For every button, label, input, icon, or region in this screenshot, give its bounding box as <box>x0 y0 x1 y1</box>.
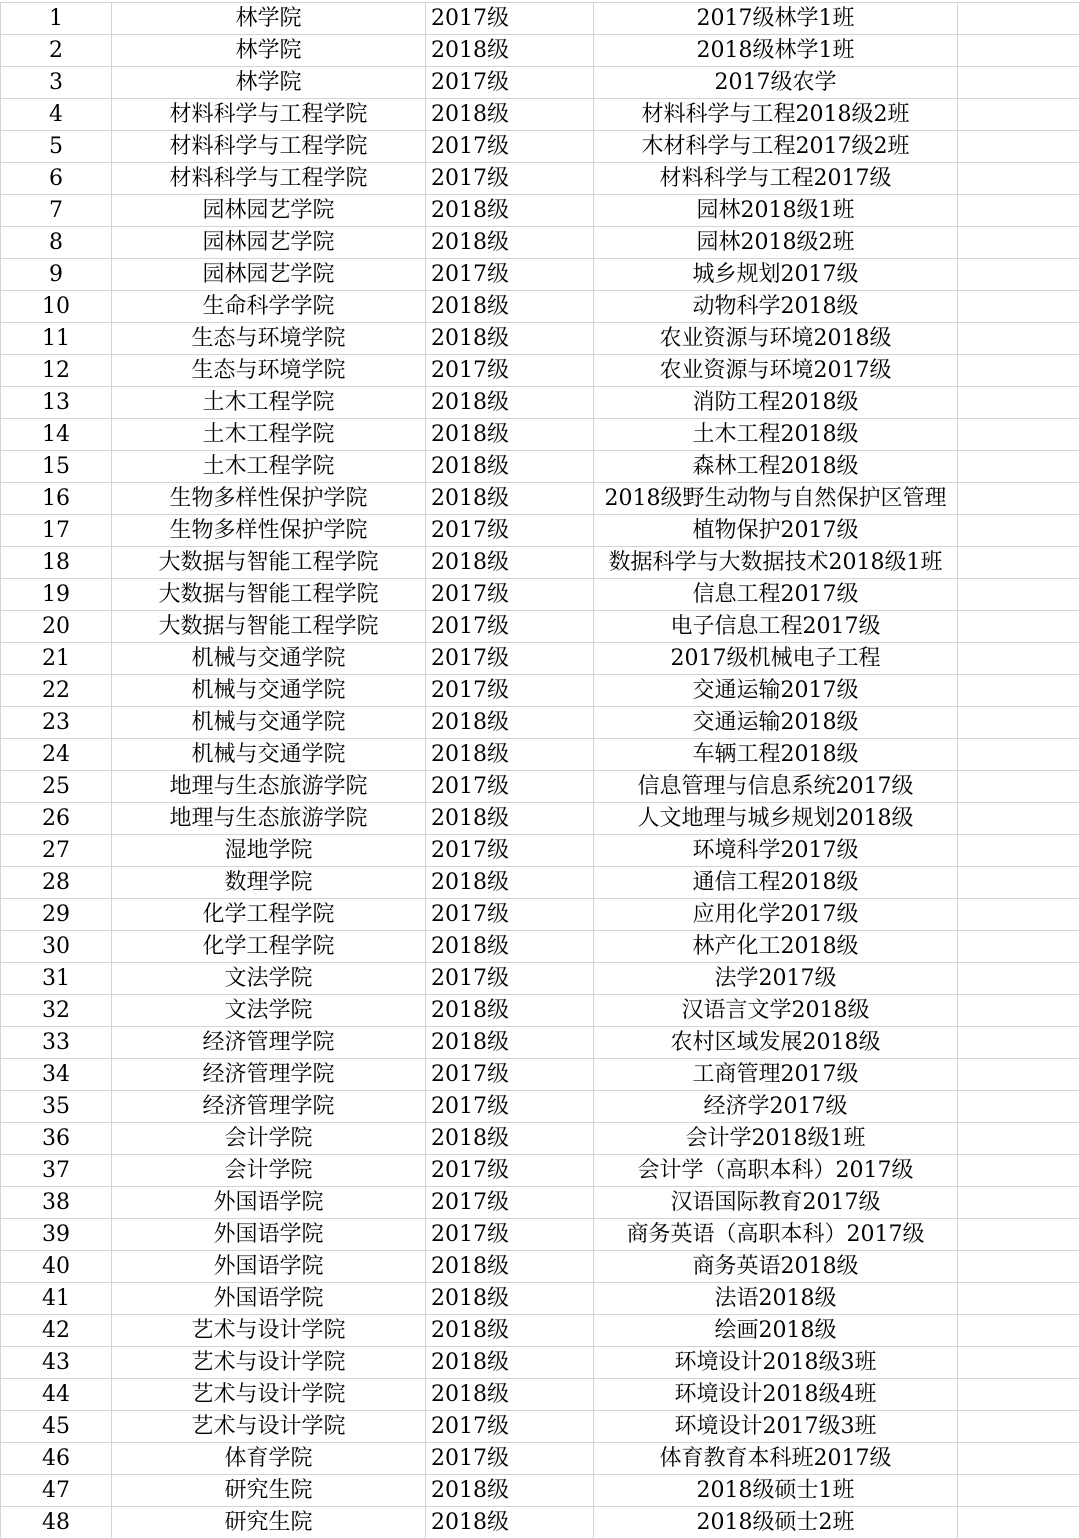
empty-cell[interactable] <box>958 1155 1080 1187</box>
class-name-cell[interactable]: 土木工程2018级 <box>594 419 958 451</box>
row-number-cell[interactable]: 43 <box>1 1347 112 1379</box>
empty-cell[interactable] <box>958 1475 1080 1507</box>
table-row <box>1 643 1080 675</box>
table-row <box>1 1379 1080 1411</box>
row-number-cell[interactable]: 37 <box>1 1155 112 1187</box>
college-cell[interactable]: 湿地学院 <box>112 835 426 867</box>
table-row <box>1 195 1080 227</box>
grade-cell[interactable]: 2018级 <box>426 451 594 483</box>
empty-cell[interactable] <box>958 995 1080 1027</box>
grade-cell[interactable]: 2018级 <box>426 323 594 355</box>
grade-cell[interactable]: 2017级 <box>426 835 594 867</box>
class-name-cell[interactable]: 信息工程2017级 <box>594 579 958 611</box>
class-name-cell[interactable]: 园林2018级2班 <box>594 227 958 259</box>
empty-cell[interactable] <box>958 1027 1080 1059</box>
class-name-cell[interactable]: 环境设计2017级3班 <box>594 1411 958 1443</box>
table-row <box>1 579 1080 611</box>
grade-cell[interactable]: 2017级 <box>426 131 594 163</box>
class-name-cell[interactable]: 电子信息工程2017级 <box>594 611 958 643</box>
row-number-cell[interactable]: 22 <box>1 675 112 707</box>
grade-cell[interactable]: 2018级 <box>426 867 594 899</box>
college-cell[interactable]: 园林园艺学院 <box>112 227 426 259</box>
row-number-cell[interactable]: 33 <box>1 1027 112 1059</box>
class-name-cell[interactable]: 人文地理与城乡规划2018级 <box>594 803 958 835</box>
college-cell[interactable]: 机械与交通学院 <box>112 675 426 707</box>
grade-cell[interactable]: 2018级 <box>426 1283 594 1315</box>
class-name-cell[interactable]: 体育教育本科班2017级 <box>594 1443 958 1475</box>
table-row <box>1 355 1080 387</box>
grade-cell[interactable]: 2018级 <box>426 1507 594 1539</box>
class-name-cell[interactable]: 法学2017级 <box>594 963 958 995</box>
college-cell[interactable]: 艺术与设计学院 <box>112 1411 426 1443</box>
grade-cell[interactable]: 2017级 <box>426 163 594 195</box>
grade-cell[interactable]: 2017级 <box>426 355 594 387</box>
college-cell[interactable]: 生物多样性保护学院 <box>112 515 426 547</box>
college-cell[interactable]: 地理与生态旅游学院 <box>112 803 426 835</box>
empty-cell[interactable] <box>958 163 1080 195</box>
row-number-cell[interactable]: 11 <box>1 323 112 355</box>
class-name-cell[interactable]: 交通运输2017级 <box>594 675 958 707</box>
empty-cell[interactable] <box>958 1507 1080 1539</box>
table-row <box>1 931 1080 963</box>
row-number-cell[interactable]: 30 <box>1 931 112 963</box>
row-number-cell[interactable]: 21 <box>1 643 112 675</box>
college-cell[interactable]: 林学院 <box>112 35 426 67</box>
row-number-cell[interactable]: 24 <box>1 739 112 771</box>
empty-cell[interactable] <box>958 1251 1080 1283</box>
empty-cell[interactable] <box>958 547 1080 579</box>
empty-cell[interactable] <box>958 99 1080 131</box>
college-cell[interactable]: 会计学院 <box>112 1123 426 1155</box>
grade-cell[interactable]: 2017级 <box>426 963 594 995</box>
college-cell[interactable]: 机械与交通学院 <box>112 739 426 771</box>
grade-cell[interactable]: 2018级 <box>426 35 594 67</box>
college-cell[interactable]: 大数据与智能工程学院 <box>112 579 426 611</box>
row-number-cell[interactable]: 10 <box>1 291 112 323</box>
empty-cell[interactable] <box>958 1091 1080 1123</box>
class-name-cell[interactable]: 法语2018级 <box>594 1283 958 1315</box>
table-row <box>1 803 1080 835</box>
grade-cell[interactable]: 2017级 <box>426 611 594 643</box>
table-row <box>1 35 1080 67</box>
college-cell[interactable]: 生态与环境学院 <box>112 355 426 387</box>
college-cell[interactable]: 文法学院 <box>112 963 426 995</box>
grade-cell[interactable]: 2017级 <box>426 1155 594 1187</box>
grade-cell[interactable]: 2018级 <box>426 1123 594 1155</box>
college-cell[interactable]: 园林园艺学院 <box>112 195 426 227</box>
table-row <box>1 323 1080 355</box>
empty-cell[interactable] <box>958 1187 1080 1219</box>
grade-cell[interactable]: 2017级 <box>426 1219 594 1251</box>
grade-cell[interactable]: 2018级 <box>426 707 594 739</box>
row-number-cell[interactable]: 13 <box>1 387 112 419</box>
table-row <box>1 1315 1080 1347</box>
table-row <box>1 1155 1080 1187</box>
table-row <box>1 1059 1080 1091</box>
college-cell[interactable]: 经济管理学院 <box>112 1059 426 1091</box>
class-name-cell[interactable]: 通信工程2018级 <box>594 867 958 899</box>
grade-cell[interactable]: 2018级 <box>426 803 594 835</box>
empty-cell[interactable] <box>958 739 1080 771</box>
empty-cell[interactable] <box>958 963 1080 995</box>
empty-cell[interactable] <box>958 1219 1080 1251</box>
empty-cell[interactable] <box>958 611 1080 643</box>
empty-cell[interactable] <box>958 1379 1080 1411</box>
college-cell[interactable]: 材料科学与工程学院 <box>112 131 426 163</box>
table-row <box>1 1475 1080 1507</box>
table-row <box>1 1219 1080 1251</box>
grade-cell[interactable]: 2017级 <box>426 899 594 931</box>
class-name-cell[interactable]: 园林2018级1班 <box>594 195 958 227</box>
table-row <box>1 163 1080 195</box>
row-number-cell[interactable]: 39 <box>1 1219 112 1251</box>
grade-cell[interactable]: 2018级 <box>426 995 594 1027</box>
empty-cell[interactable] <box>958 1347 1080 1379</box>
college-cell[interactable]: 生物多样性保护学院 <box>112 483 426 515</box>
class-name-cell[interactable]: 农村区域发展2018级 <box>594 1027 958 1059</box>
row-number-cell[interactable]: 9 <box>1 259 112 291</box>
class-name-cell[interactable]: 车辆工程2018级 <box>594 739 958 771</box>
class-name-cell[interactable]: 消防工程2018级 <box>594 387 958 419</box>
class-name-cell[interactable]: 动物科学2018级 <box>594 291 958 323</box>
row-number-cell[interactable]: 32 <box>1 995 112 1027</box>
table-row <box>1 387 1080 419</box>
class-name-cell[interactable]: 2018级硕士1班 <box>594 1475 958 1507</box>
college-cell[interactable]: 机械与交通学院 <box>112 643 426 675</box>
college-cell[interactable]: 体育学院 <box>112 1443 426 1475</box>
grade-cell[interactable]: 2017级 <box>426 515 594 547</box>
empty-cell[interactable] <box>958 195 1080 227</box>
table-row <box>1 611 1080 643</box>
college-cell[interactable]: 化学工程学院 <box>112 931 426 963</box>
class-name-cell[interactable]: 会计学（高职本科）2017级 <box>594 1155 958 1187</box>
table-row <box>1 963 1080 995</box>
table-row <box>1 899 1080 931</box>
row-number-cell[interactable]: 23 <box>1 707 112 739</box>
college-cell[interactable]: 生命科学学院 <box>112 291 426 323</box>
grade-cell[interactable]: 2017级 <box>426 67 594 99</box>
college-cell[interactable]: 材料科学与工程学院 <box>112 99 426 131</box>
table-row <box>1 3 1080 35</box>
class-name-cell[interactable]: 环境科学2017级 <box>594 835 958 867</box>
class-name-cell[interactable]: 环境设计2018级4班 <box>594 1379 958 1411</box>
college-cell[interactable]: 机械与交通学院 <box>112 707 426 739</box>
row-number-cell[interactable]: 26 <box>1 803 112 835</box>
empty-cell[interactable] <box>958 1411 1080 1443</box>
grade-cell[interactable]: 2018级 <box>426 195 594 227</box>
class-name-cell[interactable]: 汉语言文学2018级 <box>594 995 958 1027</box>
table-row <box>1 291 1080 323</box>
row-number-cell[interactable]: 20 <box>1 611 112 643</box>
grade-cell[interactable]: 2017级 <box>426 579 594 611</box>
row-number-cell[interactable]: 48 <box>1 1507 112 1539</box>
class-name-cell[interactable]: 森林工程2018级 <box>594 451 958 483</box>
grade-cell[interactable]: 2018级 <box>426 1379 594 1411</box>
empty-cell[interactable] <box>958 35 1080 67</box>
table-row <box>1 739 1080 771</box>
row-number-cell[interactable]: 38 <box>1 1187 112 1219</box>
row-number-cell[interactable]: 8 <box>1 227 112 259</box>
grade-cell[interactable]: 2018级 <box>426 99 594 131</box>
college-cell[interactable]: 经济管理学院 <box>112 1027 426 1059</box>
table-row <box>1 1123 1080 1155</box>
row-number-cell[interactable]: 2 <box>1 35 112 67</box>
row-number-cell[interactable]: 4 <box>1 99 112 131</box>
empty-cell[interactable] <box>958 483 1080 515</box>
college-cell[interactable]: 数理学院 <box>112 867 426 899</box>
college-cell[interactable]: 外国语学院 <box>112 1219 426 1251</box>
class-name-cell[interactable]: 交通运输2018级 <box>594 707 958 739</box>
table-row <box>1 67 1080 99</box>
empty-cell[interactable] <box>958 675 1080 707</box>
empty-cell[interactable] <box>958 131 1080 163</box>
empty-cell[interactable] <box>958 1283 1080 1315</box>
empty-cell[interactable] <box>958 707 1080 739</box>
row-number-cell[interactable]: 44 <box>1 1379 112 1411</box>
table-row <box>1 1187 1080 1219</box>
row-number-cell[interactable]: 40 <box>1 1251 112 1283</box>
table-row <box>1 1027 1080 1059</box>
empty-cell[interactable] <box>958 1443 1080 1475</box>
empty-cell[interactable] <box>958 387 1080 419</box>
class-name-cell[interactable]: 环境设计2018级3班 <box>594 1347 958 1379</box>
class-name-cell[interactable]: 2018级野生动物与自然保护区管理 <box>594 483 958 515</box>
row-number-cell[interactable]: 5 <box>1 131 112 163</box>
table-row <box>1 419 1080 451</box>
empty-cell[interactable] <box>958 771 1080 803</box>
class-name-cell[interactable]: 商务英语2018级 <box>594 1251 958 1283</box>
empty-cell[interactable] <box>958 1315 1080 1347</box>
grade-cell[interactable]: 2018级 <box>426 739 594 771</box>
class-name-cell[interactable]: 2018级林学1班 <box>594 35 958 67</box>
empty-cell[interactable] <box>958 323 1080 355</box>
table-row <box>1 1283 1080 1315</box>
class-name-cell[interactable]: 植物保护2017级 <box>594 515 958 547</box>
class-name-cell[interactable]: 2017级林学1班 <box>594 3 958 35</box>
table-row <box>1 1091 1080 1123</box>
table-row <box>1 771 1080 803</box>
empty-cell[interactable] <box>958 643 1080 675</box>
college-cell[interactable]: 研究生院 <box>112 1507 426 1539</box>
row-number-cell[interactable]: 29 <box>1 899 112 931</box>
grade-cell[interactable]: 2018级 <box>426 547 594 579</box>
grade-cell[interactable]: 2018级 <box>426 227 594 259</box>
class-name-cell[interactable]: 材料科学与工程2018级2班 <box>594 99 958 131</box>
college-cell[interactable]: 材料科学与工程学院 <box>112 163 426 195</box>
empty-cell[interactable] <box>958 291 1080 323</box>
empty-cell[interactable] <box>958 931 1080 963</box>
college-cell[interactable]: 化学工程学院 <box>112 899 426 931</box>
class-name-cell[interactable]: 材料科学与工程2017级 <box>594 163 958 195</box>
row-number-cell[interactable]: 45 <box>1 1411 112 1443</box>
class-name-cell[interactable]: 绘画2018级 <box>594 1315 958 1347</box>
row-number-cell[interactable]: 14 <box>1 419 112 451</box>
empty-cell[interactable] <box>958 867 1080 899</box>
grade-cell[interactable]: 2017级 <box>426 1059 594 1091</box>
row-number-cell[interactable]: 28 <box>1 867 112 899</box>
row-number-cell[interactable]: 46 <box>1 1443 112 1475</box>
row-number-cell[interactable]: 27 <box>1 835 112 867</box>
row-number-cell[interactable]: 35 <box>1 1091 112 1123</box>
empty-cell[interactable] <box>958 259 1080 291</box>
grade-cell[interactable]: 2018级 <box>426 1315 594 1347</box>
class-name-cell[interactable]: 信息管理与信息系统2017级 <box>594 771 958 803</box>
college-cell[interactable]: 外国语学院 <box>112 1251 426 1283</box>
grade-cell[interactable]: 2017级 <box>426 1091 594 1123</box>
row-number-cell[interactable]: 3 <box>1 67 112 99</box>
class-name-cell[interactable]: 木材科学与工程2017级2班 <box>594 131 958 163</box>
grade-cell[interactable]: 2018级 <box>426 1027 594 1059</box>
grade-cell[interactable]: 2018级 <box>426 1251 594 1283</box>
college-cell[interactable]: 艺术与设计学院 <box>112 1315 426 1347</box>
class-name-cell[interactable]: 2017级农学 <box>594 67 958 99</box>
row-number-cell[interactable]: 7 <box>1 195 112 227</box>
row-number-cell[interactable]: 47 <box>1 1475 112 1507</box>
college-cell[interactable]: 会计学院 <box>112 1155 426 1187</box>
row-number-cell[interactable]: 6 <box>1 163 112 195</box>
college-cell[interactable]: 生态与环境学院 <box>112 323 426 355</box>
grade-cell[interactable]: 2017级 <box>426 3 594 35</box>
college-cell[interactable]: 艺术与设计学院 <box>112 1347 426 1379</box>
row-number-cell[interactable]: 1 <box>1 3 112 35</box>
empty-cell[interactable] <box>958 1123 1080 1155</box>
empty-cell[interactable] <box>958 227 1080 259</box>
table-row <box>1 259 1080 291</box>
college-cell[interactable]: 大数据与智能工程学院 <box>112 611 426 643</box>
class-name-cell[interactable]: 商务英语（高职本科）2017级 <box>594 1219 958 1251</box>
table-row <box>1 675 1080 707</box>
empty-cell[interactable] <box>958 579 1080 611</box>
empty-cell[interactable] <box>958 3 1080 35</box>
class-name-cell[interactable]: 工商管理2017级 <box>594 1059 958 1091</box>
row-number-cell[interactable]: 42 <box>1 1315 112 1347</box>
row-number-cell[interactable]: 18 <box>1 547 112 579</box>
class-name-cell[interactable]: 农业资源与环境2017级 <box>594 355 958 387</box>
grade-cell[interactable]: 2017级 <box>426 1411 594 1443</box>
grade-cell[interactable]: 2017级 <box>426 643 594 675</box>
class-name-cell[interactable]: 林产化工2018级 <box>594 931 958 963</box>
college-cell[interactable]: 林学院 <box>112 67 426 99</box>
college-cell[interactable]: 外国语学院 <box>112 1187 426 1219</box>
table-row <box>1 227 1080 259</box>
college-cell[interactable]: 大数据与智能工程学院 <box>112 547 426 579</box>
class-name-cell[interactable]: 数据科学与大数据技术2018级1班 <box>594 547 958 579</box>
grade-cell[interactable]: 2018级 <box>426 483 594 515</box>
grade-cell[interactable]: 2017级 <box>426 771 594 803</box>
college-cell[interactable]: 土木工程学院 <box>112 419 426 451</box>
class-name-cell[interactable]: 2018级硕士2班 <box>594 1507 958 1539</box>
table-row <box>1 835 1080 867</box>
grade-cell[interactable]: 2018级 <box>426 1475 594 1507</box>
table-row <box>1 131 1080 163</box>
college-cell[interactable]: 园林园艺学院 <box>112 259 426 291</box>
table-body <box>1 3 1080 1539</box>
college-cell[interactable]: 林学院 <box>112 3 426 35</box>
empty-cell[interactable] <box>958 355 1080 387</box>
college-cell[interactable]: 土木工程学院 <box>112 387 426 419</box>
table-row <box>1 547 1080 579</box>
table-row <box>1 99 1080 131</box>
row-number-cell[interactable]: 25 <box>1 771 112 803</box>
row-number-cell[interactable]: 17 <box>1 515 112 547</box>
grade-cell[interactable]: 2018级 <box>426 931 594 963</box>
class-table <box>0 2 1080 1539</box>
row-number-cell[interactable]: 15 <box>1 451 112 483</box>
table-row <box>1 867 1080 899</box>
grade-cell[interactable]: 2017级 <box>426 675 594 707</box>
empty-cell[interactable] <box>958 67 1080 99</box>
table-row <box>1 707 1080 739</box>
table-row <box>1 1411 1080 1443</box>
empty-cell[interactable] <box>958 419 1080 451</box>
table-row <box>1 515 1080 547</box>
college-cell[interactable]: 艺术与设计学院 <box>112 1379 426 1411</box>
table-row <box>1 483 1080 515</box>
class-name-cell[interactable]: 应用化学2017级 <box>594 899 958 931</box>
row-number-cell[interactable]: 36 <box>1 1123 112 1155</box>
empty-cell[interactable] <box>958 451 1080 483</box>
table-row <box>1 451 1080 483</box>
empty-cell[interactable] <box>958 835 1080 867</box>
college-cell[interactable]: 外国语学院 <box>112 1283 426 1315</box>
table-row <box>1 1347 1080 1379</box>
college-cell[interactable]: 经济管理学院 <box>112 1091 426 1123</box>
row-number-cell[interactable]: 34 <box>1 1059 112 1091</box>
grade-cell[interactable]: 2017级 <box>426 1443 594 1475</box>
college-cell[interactable]: 土木工程学院 <box>112 451 426 483</box>
grade-cell[interactable]: 2018级 <box>426 419 594 451</box>
empty-cell[interactable] <box>958 899 1080 931</box>
grade-cell[interactable]: 2017级 <box>426 259 594 291</box>
empty-cell[interactable] <box>958 803 1080 835</box>
class-name-cell[interactable]: 2017级机械电子工程 <box>594 643 958 675</box>
college-cell[interactable]: 文法学院 <box>112 995 426 1027</box>
empty-cell[interactable] <box>958 515 1080 547</box>
class-name-cell[interactable]: 经济学2017级 <box>594 1091 958 1123</box>
row-number-cell[interactable]: 31 <box>1 963 112 995</box>
class-name-cell[interactable]: 农业资源与环境2018级 <box>594 323 958 355</box>
class-name-cell[interactable]: 城乡规划2017级 <box>594 259 958 291</box>
row-number-cell[interactable]: 16 <box>1 483 112 515</box>
class-name-cell[interactable]: 会计学2018级1班 <box>594 1123 958 1155</box>
grade-cell[interactable]: 2018级 <box>426 387 594 419</box>
grade-cell[interactable]: 2018级 <box>426 1347 594 1379</box>
table-row <box>1 1507 1080 1539</box>
table-row <box>1 1251 1080 1283</box>
class-name-cell[interactable]: 汉语国际教育2017级 <box>594 1187 958 1219</box>
row-number-cell[interactable]: 19 <box>1 579 112 611</box>
row-number-cell[interactable]: 12 <box>1 355 112 387</box>
table-row <box>1 1443 1080 1475</box>
grade-cell[interactable]: 2018级 <box>426 291 594 323</box>
grade-cell[interactable]: 2017级 <box>426 1187 594 1219</box>
college-cell[interactable]: 研究生院 <box>112 1475 426 1507</box>
empty-cell[interactable] <box>958 1059 1080 1091</box>
college-cell[interactable]: 地理与生态旅游学院 <box>112 771 426 803</box>
row-number-cell[interactable]: 41 <box>1 1283 112 1315</box>
table-row <box>1 995 1080 1027</box>
